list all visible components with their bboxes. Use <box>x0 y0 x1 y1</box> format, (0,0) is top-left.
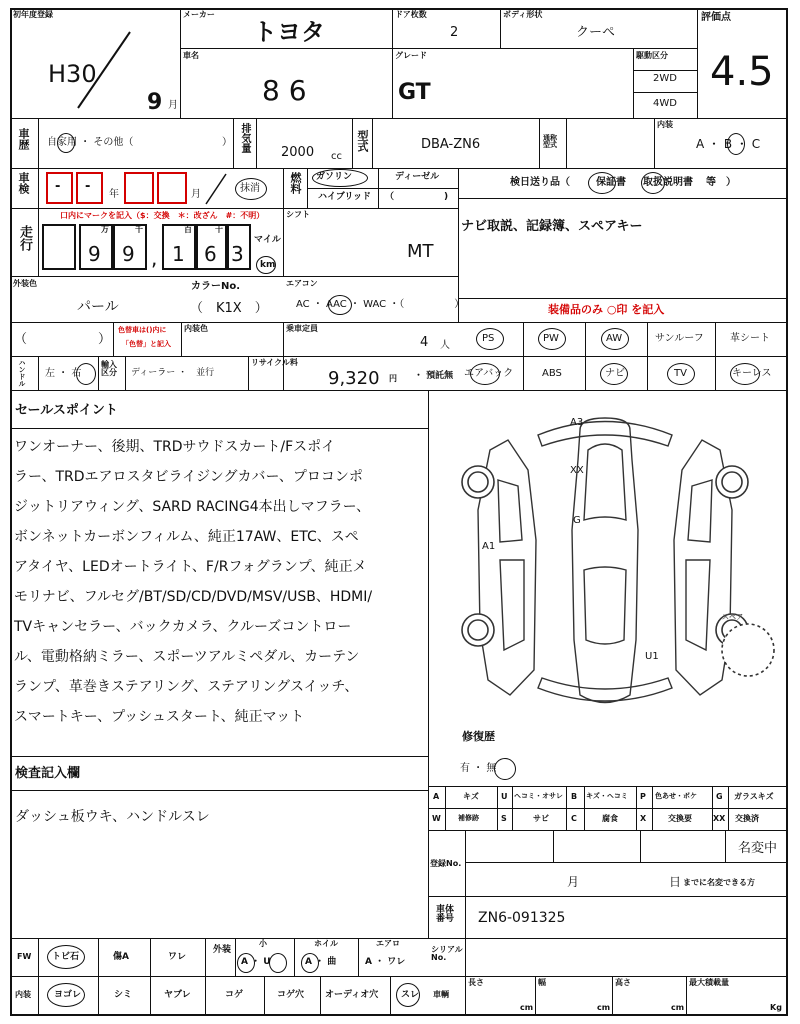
import-value: ディーラー ・ 並行 <box>131 368 215 378</box>
repaint-note-1: 色替車は()内に <box>118 326 167 334</box>
diagram-spare: スペア <box>722 613 743 621</box>
displacement-unit: cc <box>331 151 342 162</box>
legend-desc: ヘコミ・オサレ <box>514 792 563 800</box>
doors-label: ドア枚数 <box>395 10 427 19</box>
mileage-comma: , <box>151 246 158 270</box>
sales-line: TVキャンセラー、バックカメラ、クルーズコントロー <box>14 619 352 635</box>
int-dirt: ヨゴレ <box>54 990 82 1000</box>
equip-navi-circle <box>600 363 628 385</box>
mileage-box-0[interactable] <box>42 224 76 270</box>
reg-day: 日 <box>669 875 682 889</box>
ext-small-a-circle <box>237 953 255 973</box>
legend-code: S <box>501 814 507 823</box>
era-year: H30 <box>48 60 97 88</box>
handle-label: ハンドル <box>18 359 26 387</box>
drive-label: 駆動区分 <box>636 51 668 60</box>
ext-small: A ・ U <box>241 957 271 967</box>
equip-airbag[interactable]: エアバック <box>464 368 514 379</box>
ext-wheel: A ・ 曲 <box>305 957 337 967</box>
slash-divider <box>70 30 140 110</box>
history-label: 車歴 <box>17 128 30 150</box>
equip-keyless[interactable]: キーレス <box>732 368 772 379</box>
common-model-label: 通称型式 <box>543 134 557 149</box>
int-tear: ヤブレ <box>164 990 191 1000</box>
inspection-label: 車検 <box>17 172 30 194</box>
handle-right-circle <box>76 363 96 385</box>
manual-circle <box>641 172 665 194</box>
reg-deadline: までに名変できる方 <box>683 878 755 887</box>
mileage-digit-3: 1 <box>172 242 185 266</box>
drive-4wd: 4WD <box>653 98 677 109</box>
equip-aw-circle <box>601 328 629 350</box>
month-unit: 月 <box>191 189 201 200</box>
ext-wheel-a-circle <box>301 953 319 973</box>
doors: 2 <box>450 25 459 40</box>
vin: ZN6-091325 <box>478 910 566 926</box>
repaint-paren-close: ） <box>98 332 112 347</box>
int-color-label: 内装色 <box>184 324 208 333</box>
ext-aero-label: エアロ <box>376 939 400 948</box>
equip-abs[interactable]: ABS <box>542 368 562 379</box>
int-audio-hole: オーディオ穴 <box>325 990 379 1000</box>
capacity-label: 乗車定員 <box>286 324 318 333</box>
grade: GT <box>398 80 431 105</box>
recycle-label: リサイクル料 <box>251 358 298 367</box>
maker-label: メーカー <box>183 10 215 19</box>
legend-code: U <box>501 792 508 801</box>
fw-chip: トビ石 <box>52 952 80 962</box>
reg-month: 月 <box>567 875 580 889</box>
shift: MT <box>407 241 434 262</box>
interior-grades: A ・ B ・ C <box>696 137 761 151</box>
color-no: （ K1X ） <box>190 301 268 316</box>
unit-sen: 千 <box>135 225 143 234</box>
diagram-a3: A3 <box>570 417 584 428</box>
dims-length-unit: cm <box>520 1003 534 1012</box>
sales-points-title: セールスポイント <box>15 403 118 418</box>
mile-label: マイル <box>254 235 281 245</box>
fuel-diesel: ディーゼル <box>395 172 440 182</box>
fuel-gas-circle <box>312 169 368 187</box>
diagram-g: G <box>573 515 581 526</box>
fuel-other-close: ) <box>444 192 449 202</box>
legend-desc: 色あせ・ボケ <box>655 792 697 800</box>
int-burn-hole: コゲ穴 <box>277 990 305 1000</box>
legend-code: P <box>640 792 646 801</box>
handle-value: 左 ・ 右 <box>45 368 82 379</box>
inspection-notes-title: 検査記入欄 <box>15 766 81 781</box>
fw-label: FW <box>17 952 32 961</box>
serial-label: シリアルNo. <box>431 945 463 962</box>
reg-month-unit: 月 <box>168 100 178 111</box>
sales-line: ボンネットカーボンフィルム、純正17AW、ETC、スペ <box>14 529 359 545</box>
first-reg-label: 初年度登録 <box>13 10 53 19</box>
aircon-aac-circle <box>328 295 352 315</box>
int-wear: スレ <box>401 990 420 1000</box>
equip-pw[interactable]: PW <box>543 333 559 344</box>
warranty-circle <box>588 172 616 194</box>
expired-circle <box>235 178 267 200</box>
docs-label: 検日送り品（ <box>510 177 570 188</box>
legend-desc: 交換要 <box>668 814 692 823</box>
history-value: 自家用 ・ その他（ <box>47 137 134 148</box>
mileage-note: 口内にマークを記入（$：交換 ＊：改ざん #：不明） <box>60 211 265 220</box>
equip-tv[interactable]: TV <box>674 368 687 379</box>
sales-line: モリナビ、フルセグ/BT/SD/CD/DVD/MSV/USB、HDMI/ <box>14 589 373 605</box>
recycle-deposit: ・ 預託無 <box>414 371 454 381</box>
sales-line: ラー、TRDエアロスタビライジングカバー、プロコンポ <box>14 469 363 485</box>
import-label: 輸入区分 <box>101 360 117 377</box>
mileage-label: 走行 <box>17 225 32 251</box>
repair-value: 有 ・ 無 <box>460 763 497 774</box>
displacement: 2000 <box>281 145 315 160</box>
equip-ps-circle <box>476 328 504 350</box>
dims-height-unit: cm <box>671 1003 685 1012</box>
equip-navi[interactable]: ナビ <box>605 368 625 379</box>
reg-month: 9 <box>147 90 163 115</box>
fw-scratch: 傷A <box>113 952 129 962</box>
legend-code: X <box>640 814 647 823</box>
km-label: km <box>260 260 276 270</box>
legend-desc: キズ・ヘコミ <box>586 792 628 800</box>
sales-line: アタイヤ、LEDオートライト、F/Rフォグランプ、純正メ <box>14 559 367 575</box>
accessories: ナビ取説、記録簿、スペアキー <box>461 219 643 234</box>
dims-load: 最大積載量 <box>689 978 729 987</box>
diagram-a1: A1 <box>482 541 496 552</box>
car-diagram <box>430 410 786 730</box>
fuel-label: 燃料 <box>289 172 302 194</box>
capacity-unit: 人 <box>440 340 450 351</box>
legend-desc: サビ <box>533 814 549 823</box>
inspection-slash <box>200 172 230 206</box>
legend-desc: 腐食 <box>602 814 618 823</box>
unit-hyaku: 百 <box>184 225 192 234</box>
mileage-digit-1: 9 <box>88 242 101 266</box>
expired: 抹消 <box>240 183 260 194</box>
color-no-label: カラーNo. <box>191 281 241 292</box>
dims-label: 車輌 <box>433 990 449 999</box>
repaint-paren-open: （ <box>14 332 28 347</box>
body-type: クーペ <box>576 25 616 40</box>
legend-code: XX <box>713 814 726 823</box>
fw-chip-circle <box>47 945 85 969</box>
equipment-title: 装備品のみ ○印 を記入 <box>548 303 665 316</box>
repair-none-circle <box>494 758 516 780</box>
sales-line: ランプ、革巻きステアリング、ステアリングスイッチ、 <box>14 679 359 695</box>
dash-2: - <box>85 179 91 194</box>
dims-length: 長さ <box>468 978 484 987</box>
int-wear-circle <box>396 983 420 1007</box>
dims-width: 幅 <box>538 978 546 987</box>
fuel-other: （ <box>385 192 395 202</box>
legend-code: A <box>433 792 440 801</box>
fuel-gas: ガソリン <box>316 172 353 182</box>
name-change: 名変中 <box>738 841 778 856</box>
vin-label: 車体番号 <box>436 905 455 924</box>
legend-desc: 補修跡 <box>458 814 479 822</box>
ext-wheel-label: ホイル <box>314 939 338 948</box>
history-private-circle <box>57 133 75 153</box>
grade-label: グレード <box>395 51 427 60</box>
sales-line: ジットリアウィング、SARD RACING4本出しマフラー、 <box>14 499 371 515</box>
sales-line: ル、電動格納ミラー、スポーツアルミペダル、カーテン <box>14 649 360 665</box>
equip-keyless-circle <box>730 363 760 385</box>
equip-ps[interactable]: PS <box>482 333 495 344</box>
dims-width-unit: cm <box>597 1003 611 1012</box>
mileage-digit-5: 3 <box>231 242 244 266</box>
displacement-label: 排気量 <box>239 123 250 153</box>
docs-warranty: 保証書 <box>596 177 626 188</box>
docs-etc: 等 ） <box>706 177 736 188</box>
sales-line: ワンオーナー、後期、TRDサウドスカート/Fスポイ <box>14 439 336 455</box>
year-unit: 年 <box>109 189 119 200</box>
repair-label: 修復歴 <box>462 730 495 743</box>
docs-manual: 取扱説明書 <box>643 177 693 188</box>
legend-desc: キズ <box>463 792 479 801</box>
int-dirt-circle <box>47 983 85 1007</box>
model: DBA-ZN6 <box>421 137 481 152</box>
shift-label: シフト <box>286 210 310 219</box>
fw-crack: ワレ <box>168 952 187 962</box>
legend-code: C <box>571 814 577 823</box>
ext-color-label: 外装色 <box>13 279 37 288</box>
unit-juu: 十 <box>215 225 223 234</box>
equip-sunroof[interactable]: サンルーフ <box>655 333 704 344</box>
inspection-box-3[interactable] <box>124 172 154 204</box>
ext-aero: A ・ ワレ <box>365 957 406 967</box>
ext-small-u-circle <box>269 953 287 973</box>
score: 4.5 <box>710 49 774 95</box>
equip-pw-circle <box>538 328 566 350</box>
car-name-label: 車名 <box>183 51 199 60</box>
legend-code: G <box>716 792 723 801</box>
repaint-note-2: 「色替」と記入 <box>122 340 171 348</box>
interior-label: 内装 <box>657 120 673 129</box>
ext-label: 外装 <box>213 945 232 955</box>
unit-man: 万 <box>101 225 109 234</box>
int-stain: シミ <box>114 990 133 1000</box>
ext-color: パール <box>77 299 119 315</box>
sales-line: スマートキー、プッシュスタート、純正マット <box>14 709 305 725</box>
diagram-u1: U1 <box>645 651 659 662</box>
inspection-notes: ダッシュ板ウキ、ハンドルスレ <box>15 809 210 825</box>
ext-small-label: 小 <box>259 939 267 948</box>
recycle-unit: 円 <box>389 374 397 383</box>
equip-leather[interactable]: 革シート <box>730 333 770 344</box>
mileage-digit-2: 9 <box>122 242 135 266</box>
equip-airbag-circle <box>470 363 500 385</box>
mileage-digit-4: 6 <box>204 242 217 266</box>
int-label: 内装 <box>15 990 31 999</box>
inspection-box-4[interactable] <box>157 172 187 204</box>
model-label: 型式 <box>356 130 369 152</box>
interior-b-circle <box>727 133 745 155</box>
car-name: 8 6 <box>262 74 307 107</box>
diagram-xx: XX <box>570 465 584 476</box>
dash-1: - <box>55 179 61 194</box>
reg-no-label: 登録No. <box>430 859 462 868</box>
legend-desc: 交換済 <box>735 814 759 823</box>
equip-aw[interactable]: AW <box>606 333 623 344</box>
score-label: 評価点 <box>701 12 731 23</box>
dims-height: 高さ <box>615 978 631 987</box>
km-circle <box>256 256 276 274</box>
recycle: 9,320 <box>328 368 380 389</box>
drive-2wd: 2WD <box>653 73 677 84</box>
legend-desc: ガラスキズ <box>734 792 774 801</box>
maker: トヨタ <box>253 18 325 46</box>
legend-code: B <box>571 792 578 801</box>
int-burn: コゲ <box>225 990 244 1000</box>
body-label: ボディ形状 <box>503 10 543 19</box>
equip-tv-circle <box>667 363 695 385</box>
history-close-paren: ） <box>222 137 232 148</box>
legend-code: W <box>432 814 441 823</box>
capacity: 4 <box>420 335 429 350</box>
fuel-hybrid: ハイブリッド <box>318 192 372 202</box>
dims-load-unit: Kg <box>770 1003 782 1012</box>
aircon: AC ・ AAC ・ WAC ・（ ） <box>296 299 465 310</box>
aircon-label: エアコン <box>286 279 318 288</box>
